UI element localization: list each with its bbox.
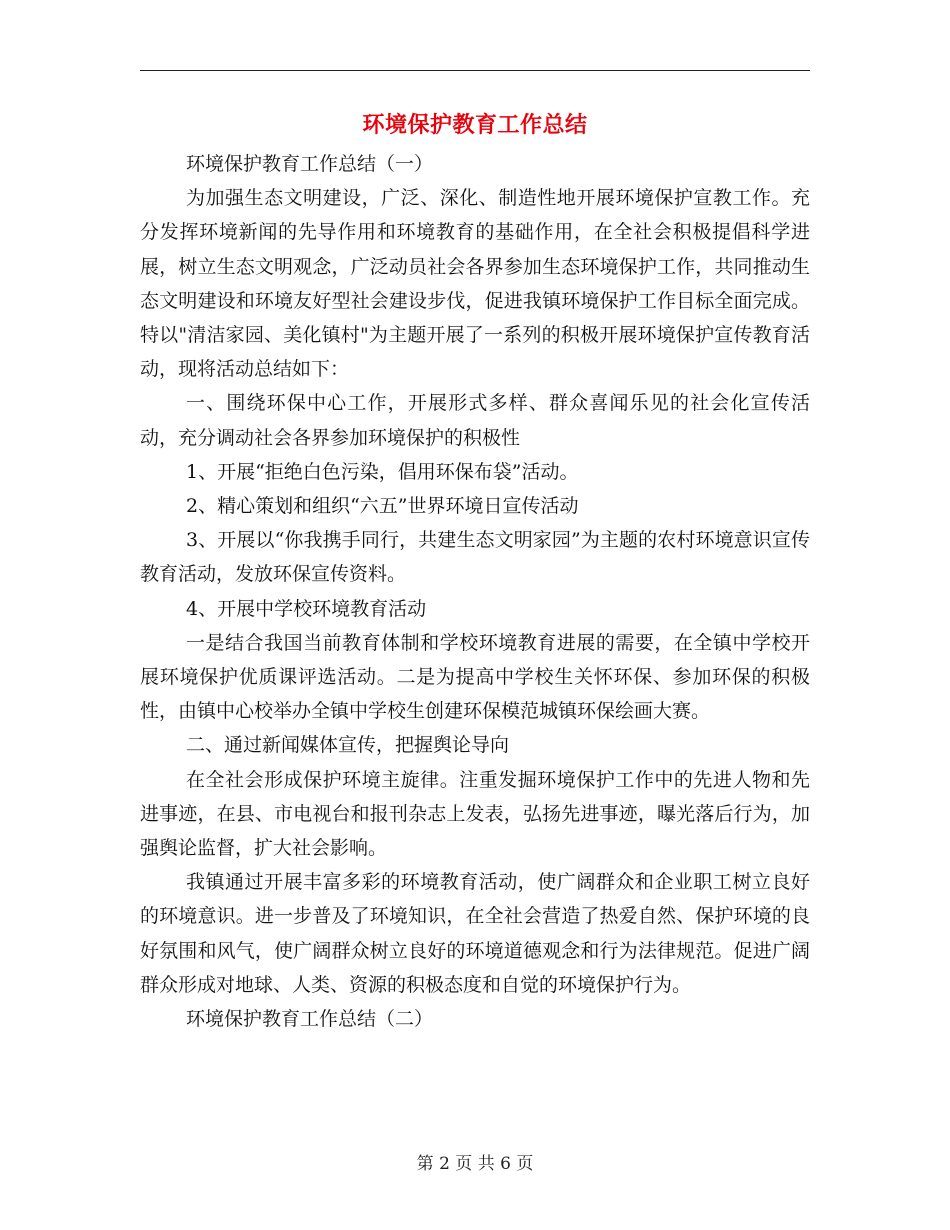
- section-heading-one: 环境保护教育工作总结（一）: [186, 153, 434, 175]
- point-two-heading: 二、通过新闻媒体宣传，把握舆论导向: [186, 734, 510, 757]
- list-item-3: 3、开展以“你我携手同行，共建生态文明家园”为主题的农村环境意识宣传教育活动，发放环保宣传资料。: [140, 529, 810, 586]
- list-item-2: 2、精心策划和组织“六五”世界环境日宣传活动: [186, 495, 579, 518]
- school-activities-paragraph: 一是结合我国当前教育体制和学校环境教育进展的需要，在全镇中学校开展环境保护优质课评选活动。二是为提高中学校生关怀环保、参加环保的积极性，由镇中心校举办全镇中学校生创建环保模范城镇环保绘画大赛。: [140, 631, 810, 723]
- conclusion-paragraph: 我镇通过开展丰富多彩的环境教育活动，使广阔群众和企业职工树立良好的环境意识。进一步普及了环境知识，在全社会营造了热爱自然、保护环境的良好氛围和风气，使广阔群众树立良好的环境道德观念和行为法律规范。促进广阔群众形成对地球、人类、资源的积极态度和自觉的环境保护行为。: [140, 871, 810, 996]
- media-paragraph: 在全社会形成保护环境主旋律。注重发掘环境保护工作中的先进人物和先进事迹，在县、市电视台和报刊杂志上发表，弘扬先进事迹，曝光落后行为，加强舆论监督，扩大社会影响。: [140, 768, 810, 860]
- list-item-1: 1、开展“拒绝白色污染，倡用环保布袋”活动。: [186, 460, 579, 483]
- page-number-footer: 第 2 页 共 6 页: [416, 1154, 534, 1174]
- list-item-4: 4、开展中学校环境教育活动: [186, 597, 427, 620]
- document-body: [140, 147, 810, 1036]
- header-rule: [140, 70, 810, 71]
- point-one-heading: 一、围绕环保中心工作，开展形式多样、群众喜闻乐见的社会化宣传活动，充分调动社会各界参加环境保护的积极性: [140, 392, 810, 449]
- document-title: 环境保护教育工作总结: [362, 112, 588, 138]
- section-heading-two: 环境保护教育工作总结（二）: [186, 1008, 434, 1031]
- intro-paragraph: 为加强生态文明建设，广泛、深化、制造性地开展环境保护宣教工作。充分发挥环境新闻的先导作用和环境教育的基础作用，在全社会积极提倡科学进展，树立生态文明观念，广泛动员社会各界参加生态环境保护工作，共同推动生态文明建设和环境友好型社会建设步伐，促进我镇环境保护工作目标全面完成。特以"清洁家园、美化镇村"为主题开展了一系列的积极开展环境保护宣传教育活动，现将活动总结如下：: [140, 187, 810, 381]
